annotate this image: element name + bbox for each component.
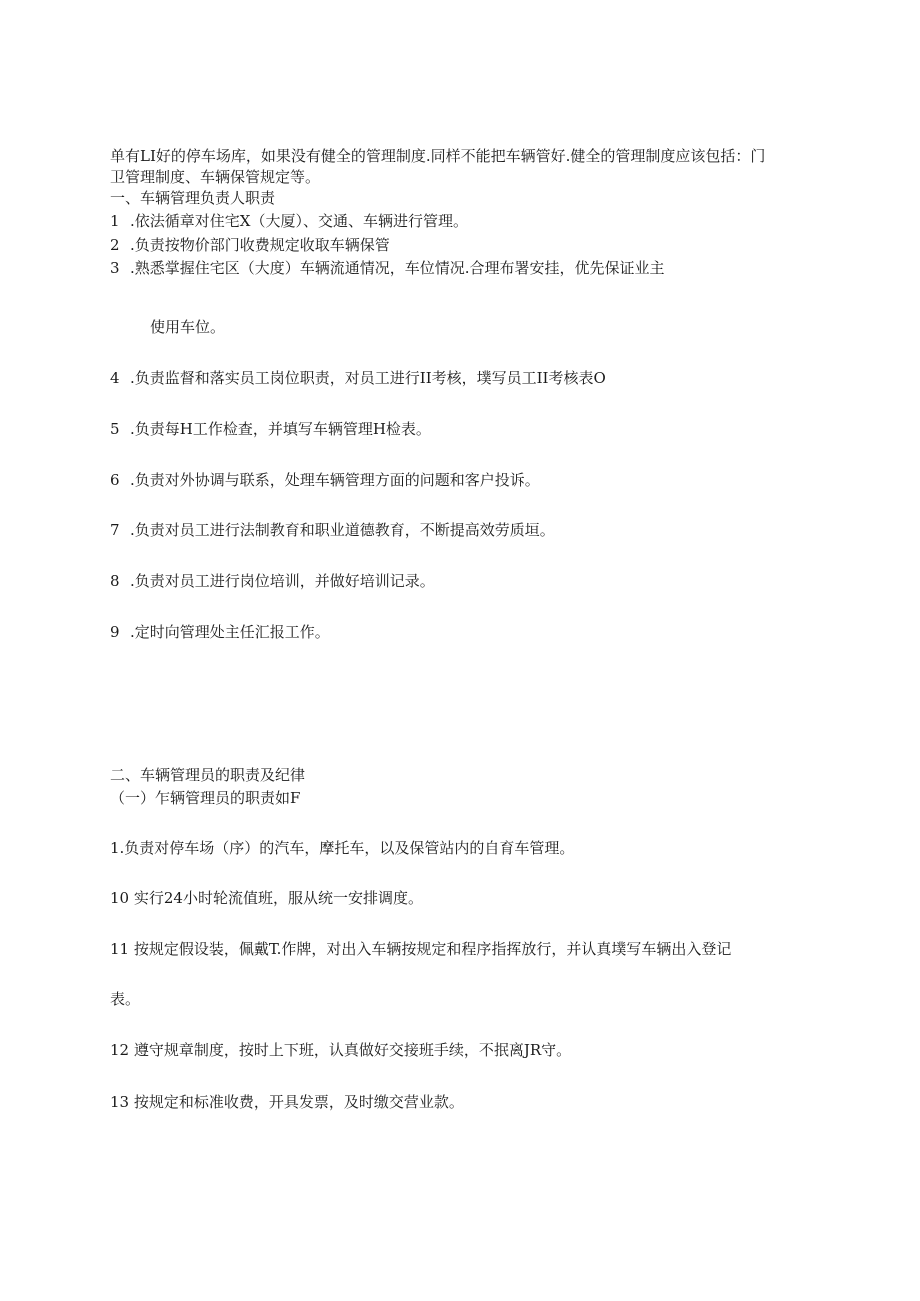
item-text: .负责监督和落实员工岗位职责，对员工进行II考核，墣写员工II考核表O: [130, 369, 606, 387]
item-text: .负责对外协调与联系，处理车辆管理方面的问题和客户投诉。: [130, 471, 540, 489]
section-2-item: 13 按规定和标准收费，开具发票，及时缴交营业款。: [110, 1093, 464, 1111]
item-number: 6: [110, 471, 120, 489]
section-1-item: [110, 469, 540, 491]
item-text: .熟悉掌握住宅区（大度）车辆流通情况，车位情况.合理布署安挂，优先保证业主: [130, 259, 665, 277]
item-text: .定时向管理处主任汇报工作。: [130, 623, 330, 641]
item-text: .依法循章对住宅X（大厦）、交通、车辆进行管理。: [130, 212, 468, 230]
item-number: 5: [110, 420, 120, 438]
section-1-item: [110, 570, 435, 592]
section-1-item: [110, 418, 431, 440]
section-2-item: 10 实行24小时轮流值班，服从统一安排调度。: [110, 889, 423, 907]
item-text: 使用车位。: [150, 318, 226, 336]
item-text: .负责对员工进行岗位培训，并做好培训记录。: [130, 572, 435, 590]
item-text: .负责对员工进行法制教育和职业道德教育，不断提高效劳质垣。: [130, 521, 555, 539]
item-number: 2: [110, 236, 120, 254]
item-number: 8: [110, 572, 120, 590]
section-2-item: 11 按规定假设装，佩戴T.作牌，对出入车辆按规定和程序指挥放行，并认真墣写车辆出入登记: [110, 940, 732, 958]
section-1-item: [110, 621, 330, 643]
item-text: .负责按物价部门收费规定收取车辆保管: [130, 236, 390, 254]
item-number: 1: [110, 212, 120, 230]
intro-line-2: 卫管理制度、车辆保管规定等。: [110, 168, 321, 186]
section-2-item: 1.负责对停车场（序）的汽车，摩托车，以及保管站内的自育车管理。: [110, 839, 575, 857]
section-1-item: [110, 257, 665, 279]
item-number: 4: [110, 369, 120, 387]
section-1-heading: 一、车辆管理负责人职责: [110, 189, 276, 207]
section-2-item-continuation: 表。: [110, 990, 141, 1008]
item-number: 9: [110, 623, 120, 641]
section-2-heading: 二、车辆管理员的职责及纪律: [110, 766, 306, 784]
intro-line-1: 单有LI好的停车场库，如果没有健全的管理制度.同样不能把车辆管好.健全的管理制度应该包括：门: [110, 147, 766, 165]
item-number: 7: [110, 521, 120, 539]
section-1-item: [110, 519, 555, 541]
section-1-item: [110, 367, 606, 389]
section-1-item: [110, 234, 390, 256]
section-1-item: [110, 210, 468, 232]
section-1-item-continuation: [150, 316, 225, 338]
item-number: 3: [110, 259, 120, 277]
section-2-item: 12 遵守规章制度，按时上下班，认真做好交接班手续，不抿离JR守。: [110, 1041, 572, 1059]
item-text: .负责每H工作检查，并填写车辆管理H检表。: [130, 420, 431, 438]
section-2-subheading: （一）乍辆管理员的职责如F: [110, 789, 301, 807]
